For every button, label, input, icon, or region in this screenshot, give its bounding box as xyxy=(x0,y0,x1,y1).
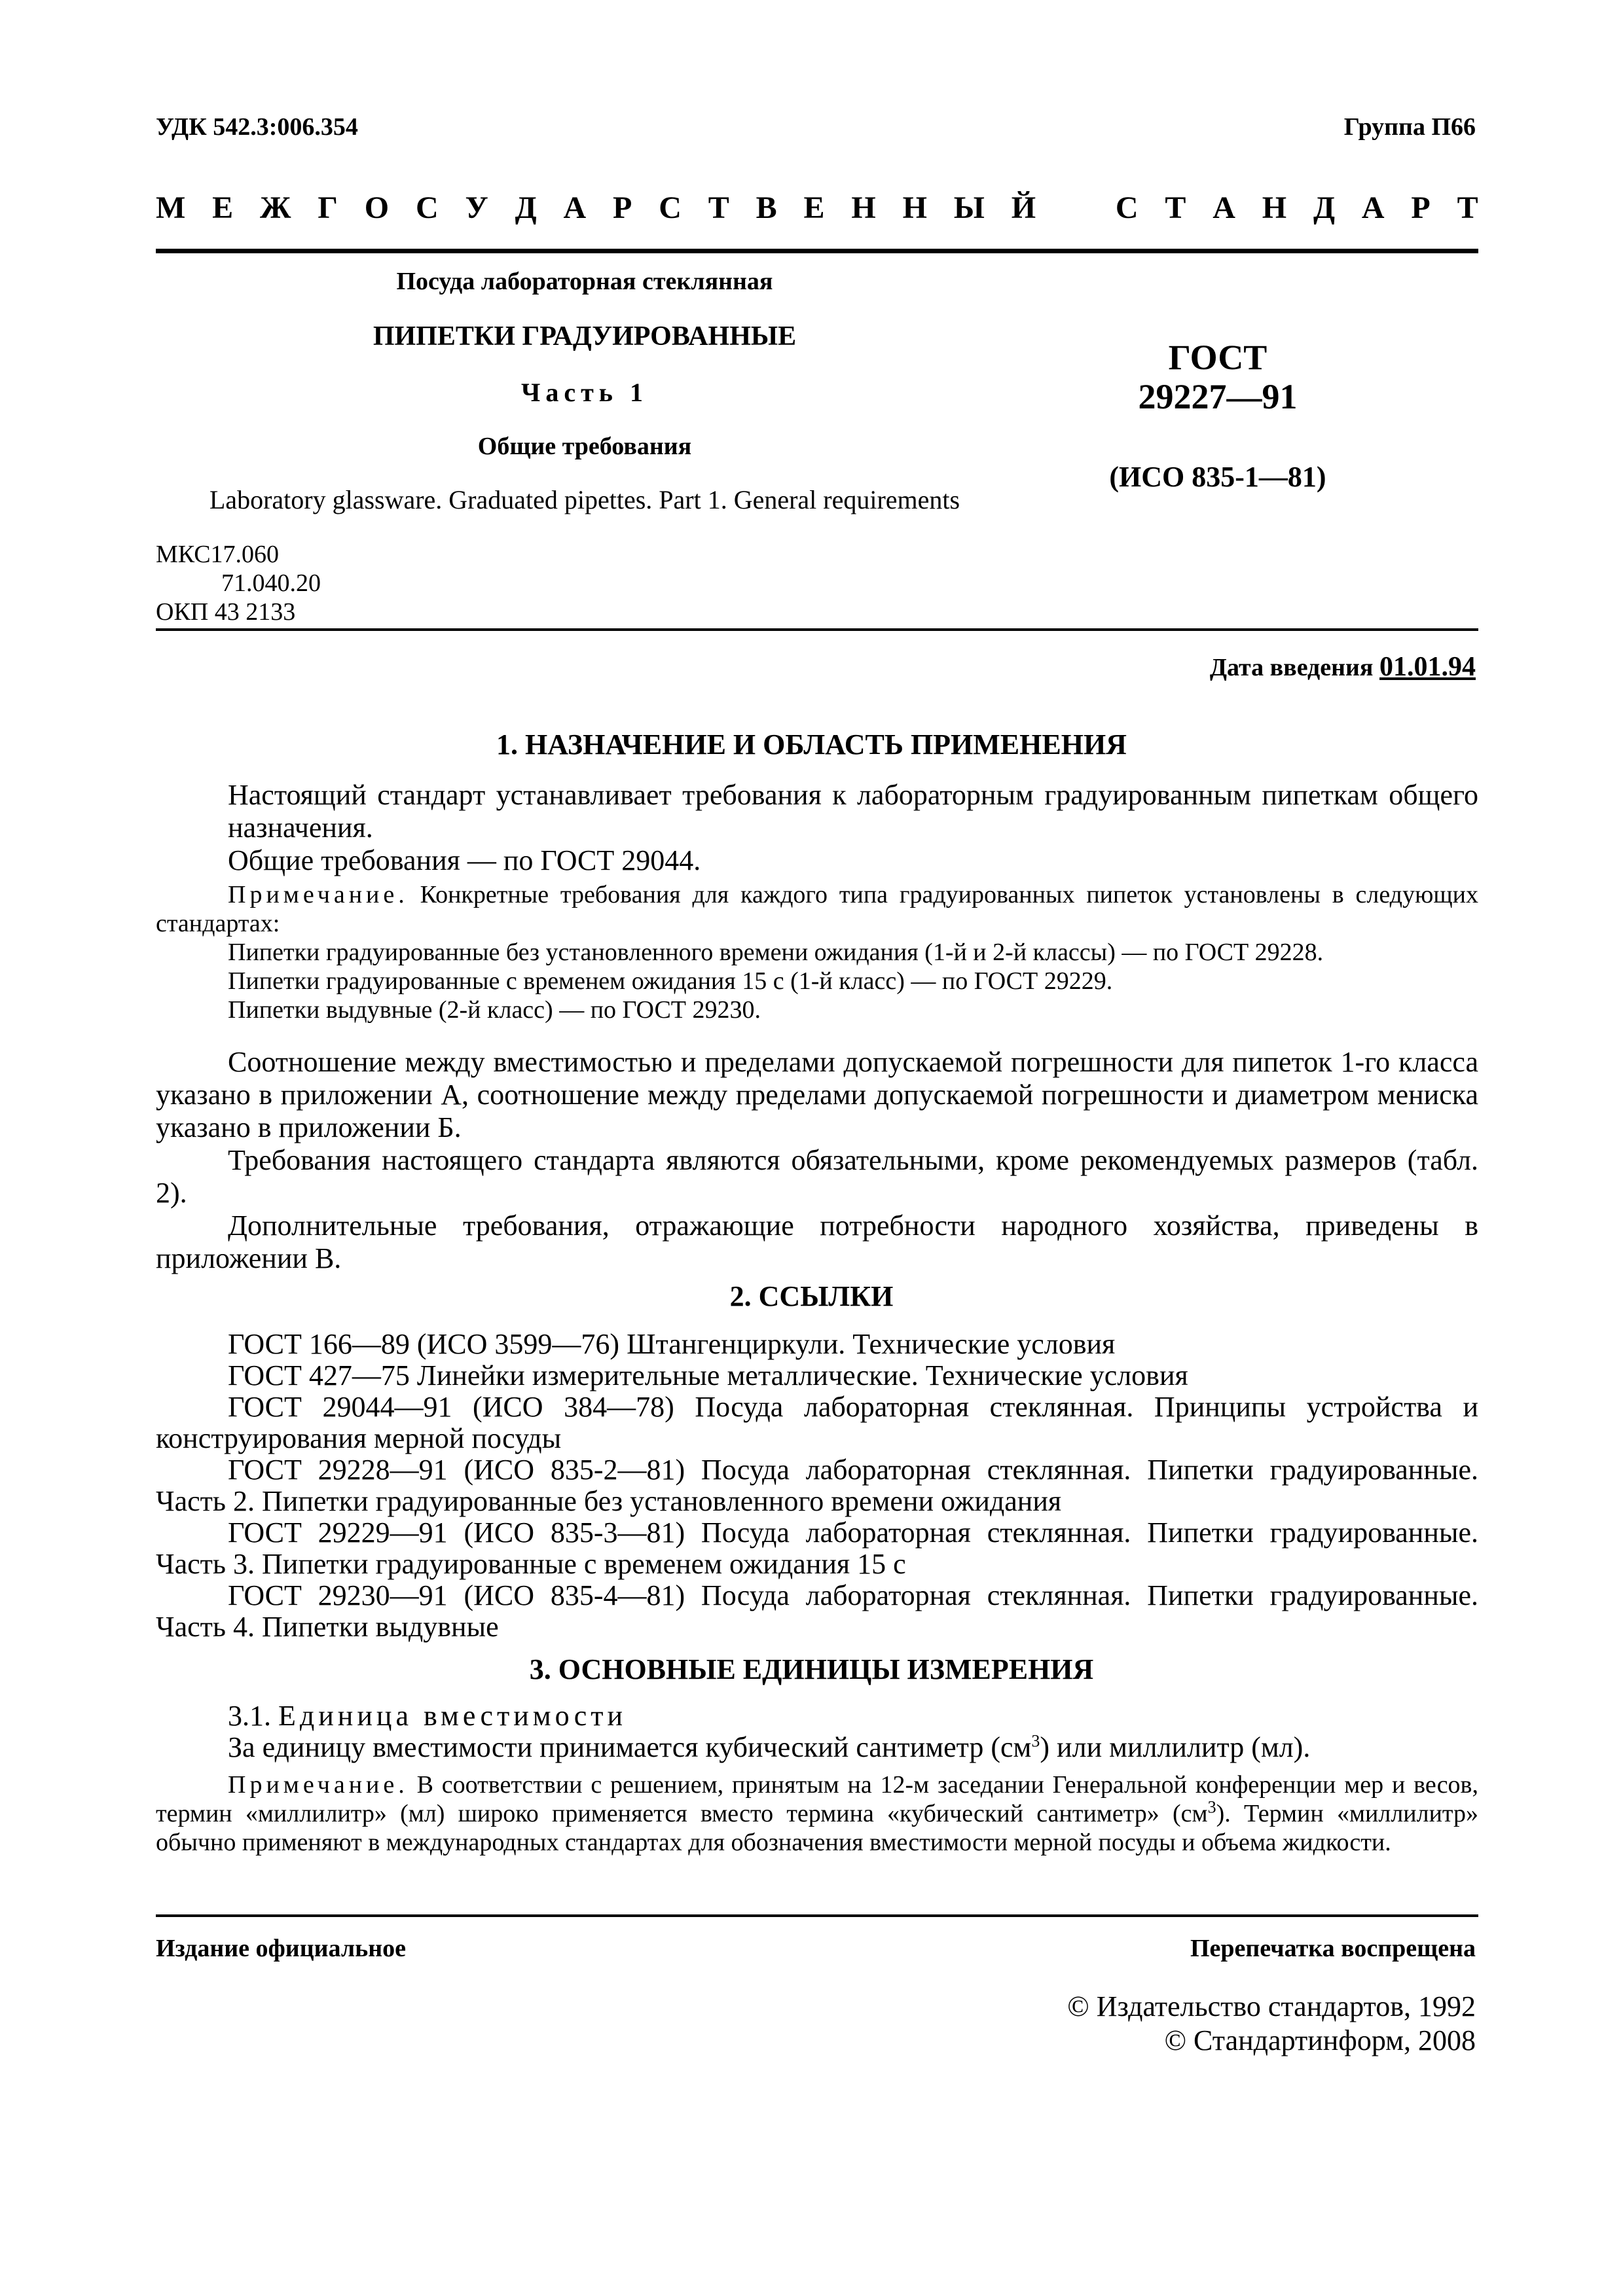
banner-letter: Ж xyxy=(260,190,291,225)
banner-letter: Р xyxy=(1411,190,1431,225)
banner-letter: Д xyxy=(1313,190,1336,225)
part-number: Часть 1 xyxy=(521,378,648,407)
note-item: Пипетки градуированные без установленного времени ожидания (1-й и 2-й классы) — по ГОСТ 29228. xyxy=(228,939,1324,966)
banner-letter: Н xyxy=(851,190,876,225)
banner-letter: У xyxy=(465,190,488,225)
mks-label: МКС xyxy=(156,541,211,568)
udk-code: УДК 542.3:006.354 xyxy=(156,113,358,141)
subsection-number: 3.1. xyxy=(228,1700,271,1732)
section-3-body xyxy=(156,1700,1478,1763)
note-label: Примечание. xyxy=(228,881,409,908)
banner-letter: М xyxy=(156,190,186,225)
section-1-p3: Соотношение между вместимостью и пределами допускаемой погрешности для пипеток 1-го класса указано в приложении А, соотношение между пределами допускаемой погрешности и диаметром мениска указано в приложении Б. xyxy=(156,1046,1478,1143)
banner-letter: Т xyxy=(1165,190,1186,225)
section-1-p2: Общие требования — по ГОСТ 29044. xyxy=(228,844,701,876)
banner-letter: А xyxy=(1213,190,1235,225)
group-code: Группа П66 xyxy=(1343,113,1476,141)
section-1-body-2 xyxy=(156,1046,1478,1275)
iso-number: (ИСО 835-1—81) xyxy=(1109,461,1326,493)
copyright-2: © Стандартинформ, 2008 xyxy=(1164,2024,1476,2056)
standard-banner xyxy=(156,190,1478,229)
section-3-title: 3. ОСНОВНЫЕ ЕДИНИЦЫ ИЗМЕРЕНИЯ xyxy=(529,1653,1094,1685)
section-1-body xyxy=(156,779,1478,877)
gost-number: 29227—91 xyxy=(1138,377,1298,416)
codes-block xyxy=(156,540,321,626)
reprint-notice: Перепечатка воспрещена xyxy=(1190,1935,1476,1962)
banner-letter: Г xyxy=(318,190,338,225)
date-label: Дата введения xyxy=(1209,654,1374,681)
banner-letter: Н xyxy=(902,190,927,225)
note-text: Конкретные требования для каждого типа градуированных пипеток установлены в следующих стандартах: xyxy=(156,881,1478,937)
mks-code-2: 71.040.20 xyxy=(221,569,321,597)
section-1-note xyxy=(156,880,1478,1024)
banner-letter: С xyxy=(1115,190,1139,225)
footer-rule xyxy=(156,1914,1478,1917)
section-1-p1: Настоящий стандарт устанавливает требования к лабораторным градуированным пипеткам общего назначения. xyxy=(228,779,1478,844)
section-2-title: 2. ССЫЛКИ xyxy=(729,1280,894,1312)
banner-letter: О xyxy=(364,190,390,225)
banner-letter: Е xyxy=(803,190,825,225)
section-3-note: Примечание. В соответствии с решением, принятым на 12-м заседании Генеральной конференции мер и весов, термин «миллилитр» (мл) широко применяется вместо термина «кубический сантиметр» $(см^3)$. Термин «миллилитр» обычно применяют в международных стандартах для обозначения вместимости мерной посуды и объема жидкости. xyxy=(156,1771,1479,1856)
banner-letter: С xyxy=(415,190,439,225)
copyright-block xyxy=(1067,1990,1476,2058)
reference-item: ГОСТ 427—75 Линейки измерительные металлические. Технические условия xyxy=(228,1359,1188,1391)
references-list xyxy=(156,1329,1478,1643)
note-item: Пипетки градуированные с временем ожидания 15 с (1-й класс) — по ГОСТ 29229. xyxy=(228,967,1113,995)
banner-letter: Д xyxy=(515,190,537,225)
reference-item: ГОСТ 29229—91 (ИСО 835-3—81) Посуда лабораторная стеклянная. Пипетки градуированные. Часть 3. Пипетки градуированные с временем ожидания 15 с xyxy=(156,1516,1478,1580)
subsection-title: Единица вместимости xyxy=(278,1700,627,1732)
section-1-p5: Дополнительные требования, отражающие потребности народного хозяйства, приведены в приложении В. xyxy=(156,1210,1478,1274)
banner-letter: Й xyxy=(1011,190,1036,225)
part-title: Общие требования xyxy=(477,433,692,460)
english-title: Laboratory glassware. Graduated pipettes. Part 1. General requirements xyxy=(209,485,960,514)
note-label: Примечание. xyxy=(228,1771,409,1799)
banner-letter: В xyxy=(756,190,777,225)
codes-rule xyxy=(156,628,1478,631)
banner-letter xyxy=(1063,190,1089,229)
banner-letter: Т xyxy=(708,190,729,225)
copyright-1: © Издательство стандартов, 1992 xyxy=(1067,1990,1476,2022)
document-subtitle: Посуда лабораторная стеклянная xyxy=(396,268,773,295)
banner-letter: Р xyxy=(613,190,632,225)
banner-letter: Е xyxy=(212,190,234,225)
reference-item: ГОСТ 29230—91 (ИСО 835-4—81) Посуда лабораторная стеклянная. Пипетки градуированные. Часть 4. Пипетки выдувные xyxy=(156,1579,1478,1643)
gost-label: ГОСТ xyxy=(1168,338,1267,377)
header-rule xyxy=(156,249,1478,253)
date-value: 01.01.94 xyxy=(1379,652,1476,682)
note-item: Пипетки выдувные (2-й класс) — по ГОСТ 29230. xyxy=(228,996,761,1024)
reference-item: ГОСТ 29228—91 (ИСО 835-2—81) Посуда лабораторная стеклянная. Пипетки градуированные. Часть 2. Пипетки градуированные без установленного времени ожидания xyxy=(156,1454,1478,1517)
banner-letter: Ы xyxy=(953,190,985,225)
section-3-p1: За единицу вместимости принимается кубический сантиметр $(см^3)$ или миллилитр (мл). xyxy=(228,1731,1311,1763)
banner-letter: С xyxy=(659,190,682,225)
reference-item: ГОСТ 166—89 (ИСО 3599—76) Штангенциркули. Технические условия xyxy=(228,1328,1116,1360)
banner-letter: Н xyxy=(1262,190,1287,225)
banner-letter: А xyxy=(563,190,587,225)
reference-item: ГОСТ 29044—91 (ИСО 384—78) Посуда лабораторная стеклянная. Принципы устройства и конструирования мерной посуды xyxy=(156,1391,1478,1454)
section-1-title: 1. НАЗНАЧЕНИЕ И ОБЛАСТЬ ПРИМЕНЕНИЯ xyxy=(496,728,1127,761)
document-title: ПИПЕТКИ ГРАДУИРОВАННЫЕ xyxy=(373,321,797,351)
mks-code-1: 17.060 xyxy=(210,541,280,568)
section-1-p4: Требования настоящего стандарта являются обязательными, кроме рекомендуемых размеров (табл. 2). xyxy=(156,1144,1478,1209)
introduction-date xyxy=(1210,651,1476,683)
banner-letter: А xyxy=(1361,190,1385,225)
banner-letter: Т xyxy=(1457,190,1478,225)
official-edition: Издание официальное xyxy=(156,1935,407,1962)
okp-code: ОКП 43 2133 xyxy=(156,598,296,626)
